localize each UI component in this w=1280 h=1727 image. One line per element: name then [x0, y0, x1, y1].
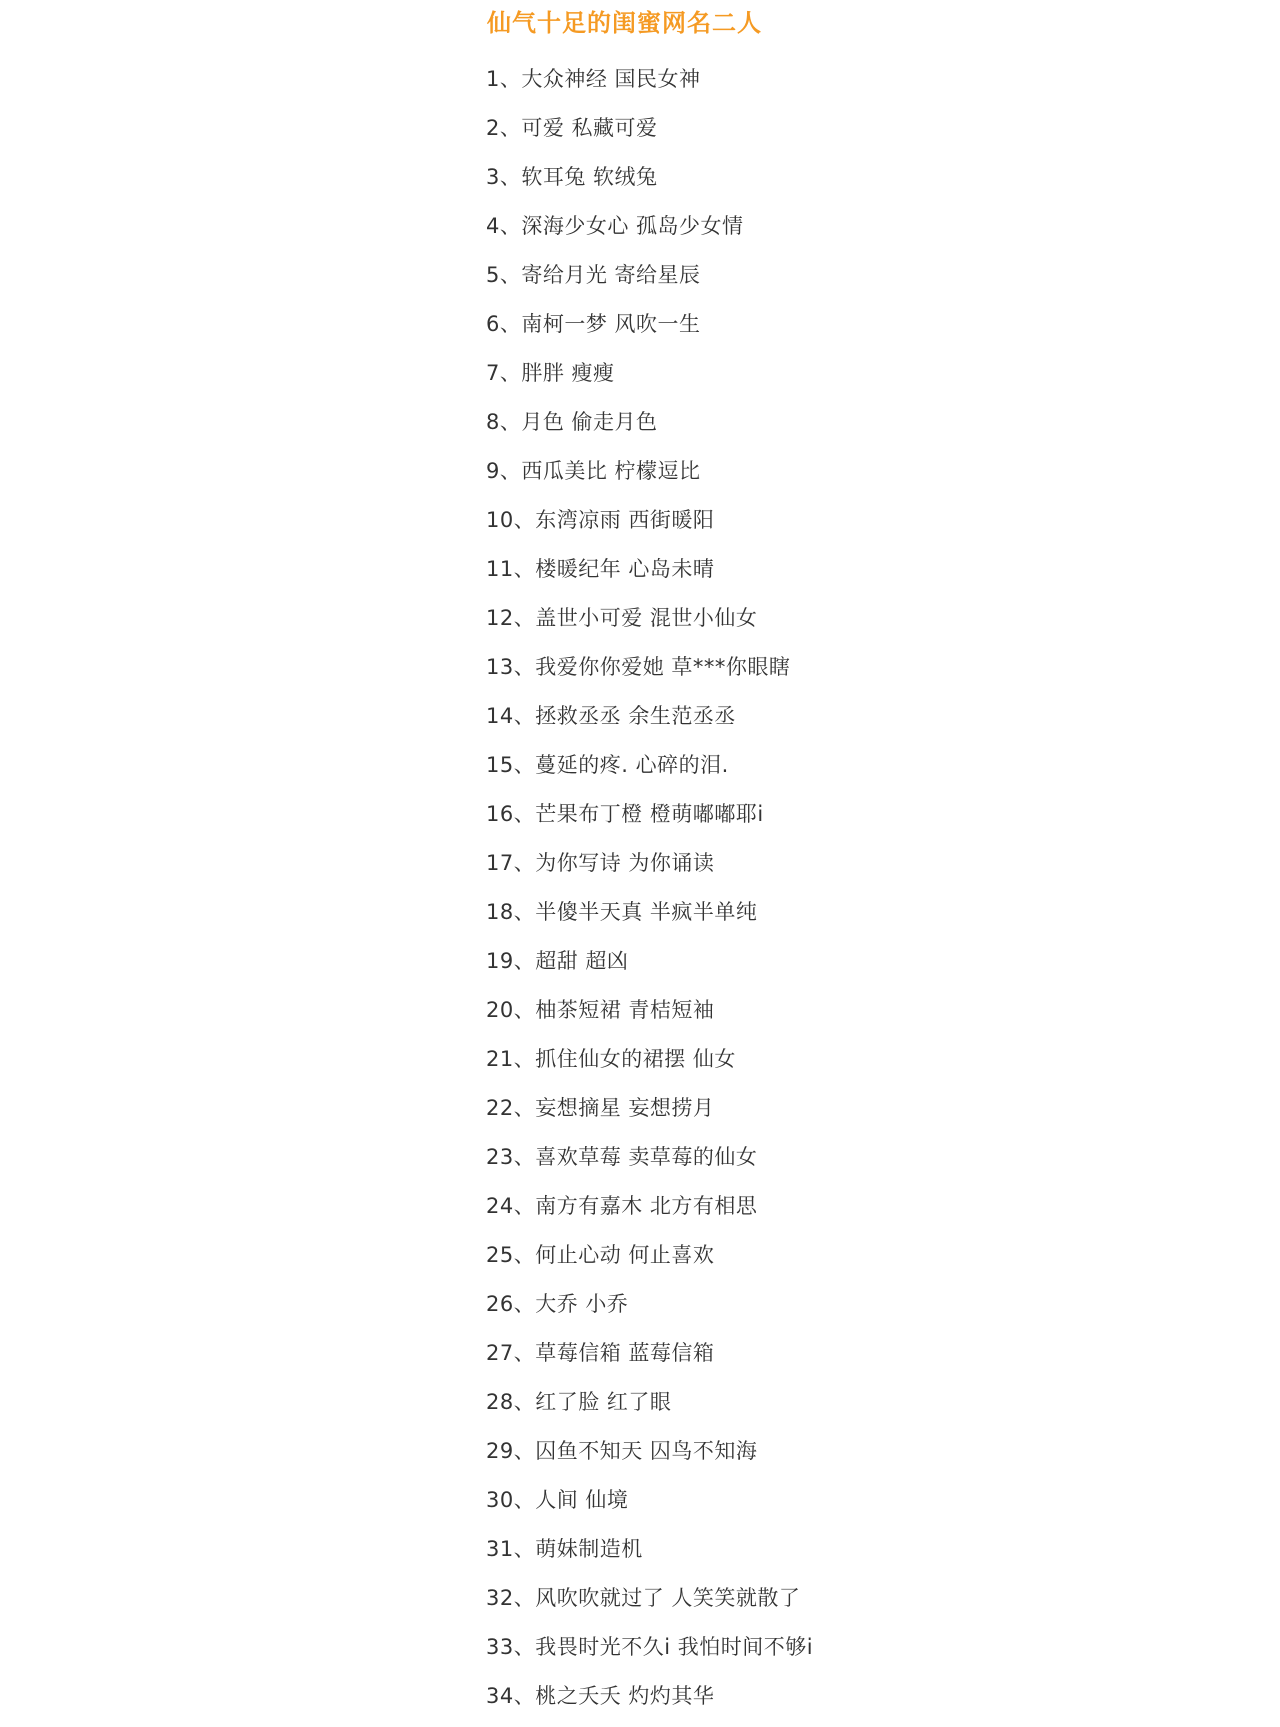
list-item: 26、大乔 小乔 — [486, 1292, 629, 1316]
list-item: 32、风吹吹就过了 人笑笑就散了 — [486, 1586, 801, 1610]
list-item: 24、南方有嘉木 北方有相思 — [486, 1194, 758, 1218]
list-item: 15、蔓延的疼. 心碎的泪. — [486, 753, 729, 777]
list-item: 5、寄给月光 寄给星辰 — [486, 263, 701, 287]
list-item: 4、深海少女心 孤岛少女情 — [486, 214, 744, 238]
list-item: 12、盖世小可爱 混世小仙女 — [486, 606, 758, 630]
list-item: 16、芒果布丁橙 橙萌嘟嘟耶i — [486, 802, 764, 826]
list-item: 20、柚茶短裙 青桔短袖 — [486, 998, 715, 1022]
list-item: 25、何止心动 何止喜欢 — [486, 1243, 715, 1267]
list-item: 2、可爱 私藏可爱 — [486, 116, 658, 140]
list-item: 1、大众神经 国民女神 — [486, 67, 701, 91]
list-item: 21、抓住仙女的裙摆 仙女 — [486, 1047, 736, 1071]
list-item: 11、楼暖纪年 心岛未晴 — [486, 557, 715, 581]
list-item: 33、我畏时光不久i 我怕时间不够i — [486, 1635, 814, 1659]
list-item: 34、桃之夭夭 灼灼其华 — [486, 1684, 715, 1708]
list-item: 29、囚鱼不知天 囚鸟不知海 — [486, 1439, 758, 1463]
list-item: 9、西瓜美比 柠檬逗比 — [486, 459, 701, 483]
list-item: 14、拯救丞丞 余生范丞丞 — [486, 704, 736, 728]
name-list — [486, 61, 813, 1727]
list-item: 18、半傻半天真 半疯半单纯 — [486, 900, 758, 924]
list-item: 10、东湾凉雨 西街暖阳 — [486, 508, 715, 532]
list-item: 6、南柯一梦 风吹一生 — [486, 312, 701, 336]
list-item: 17、为你写诗 为你诵读 — [486, 851, 715, 875]
list-item: 31、萌妹制造机 — [486, 1537, 643, 1561]
list-item: 22、妄想摘星 妄想捞月 — [486, 1096, 715, 1120]
list-item: 7、胖胖 瘦瘦 — [486, 361, 615, 385]
list-item: 19、超甜 超凶 — [486, 949, 629, 973]
article-title: 仙气十足的闺蜜网名二人 — [487, 9, 762, 37]
list-item: 30、人间 仙境 — [486, 1488, 629, 1512]
list-item: 8、月色 偷走月色 — [486, 410, 658, 434]
list-item: 23、喜欢草莓 卖草莓的仙女 — [486, 1145, 758, 1169]
list-item: 27、草莓信箱 蓝莓信箱 — [486, 1341, 715, 1365]
list-item: 3、软耳兔 软绒兔 — [486, 165, 658, 189]
list-item: 28、红了脸 红了眼 — [486, 1390, 672, 1414]
list-item: 13、我爱你你爱她 草***你眼瞎 — [486, 655, 791, 679]
